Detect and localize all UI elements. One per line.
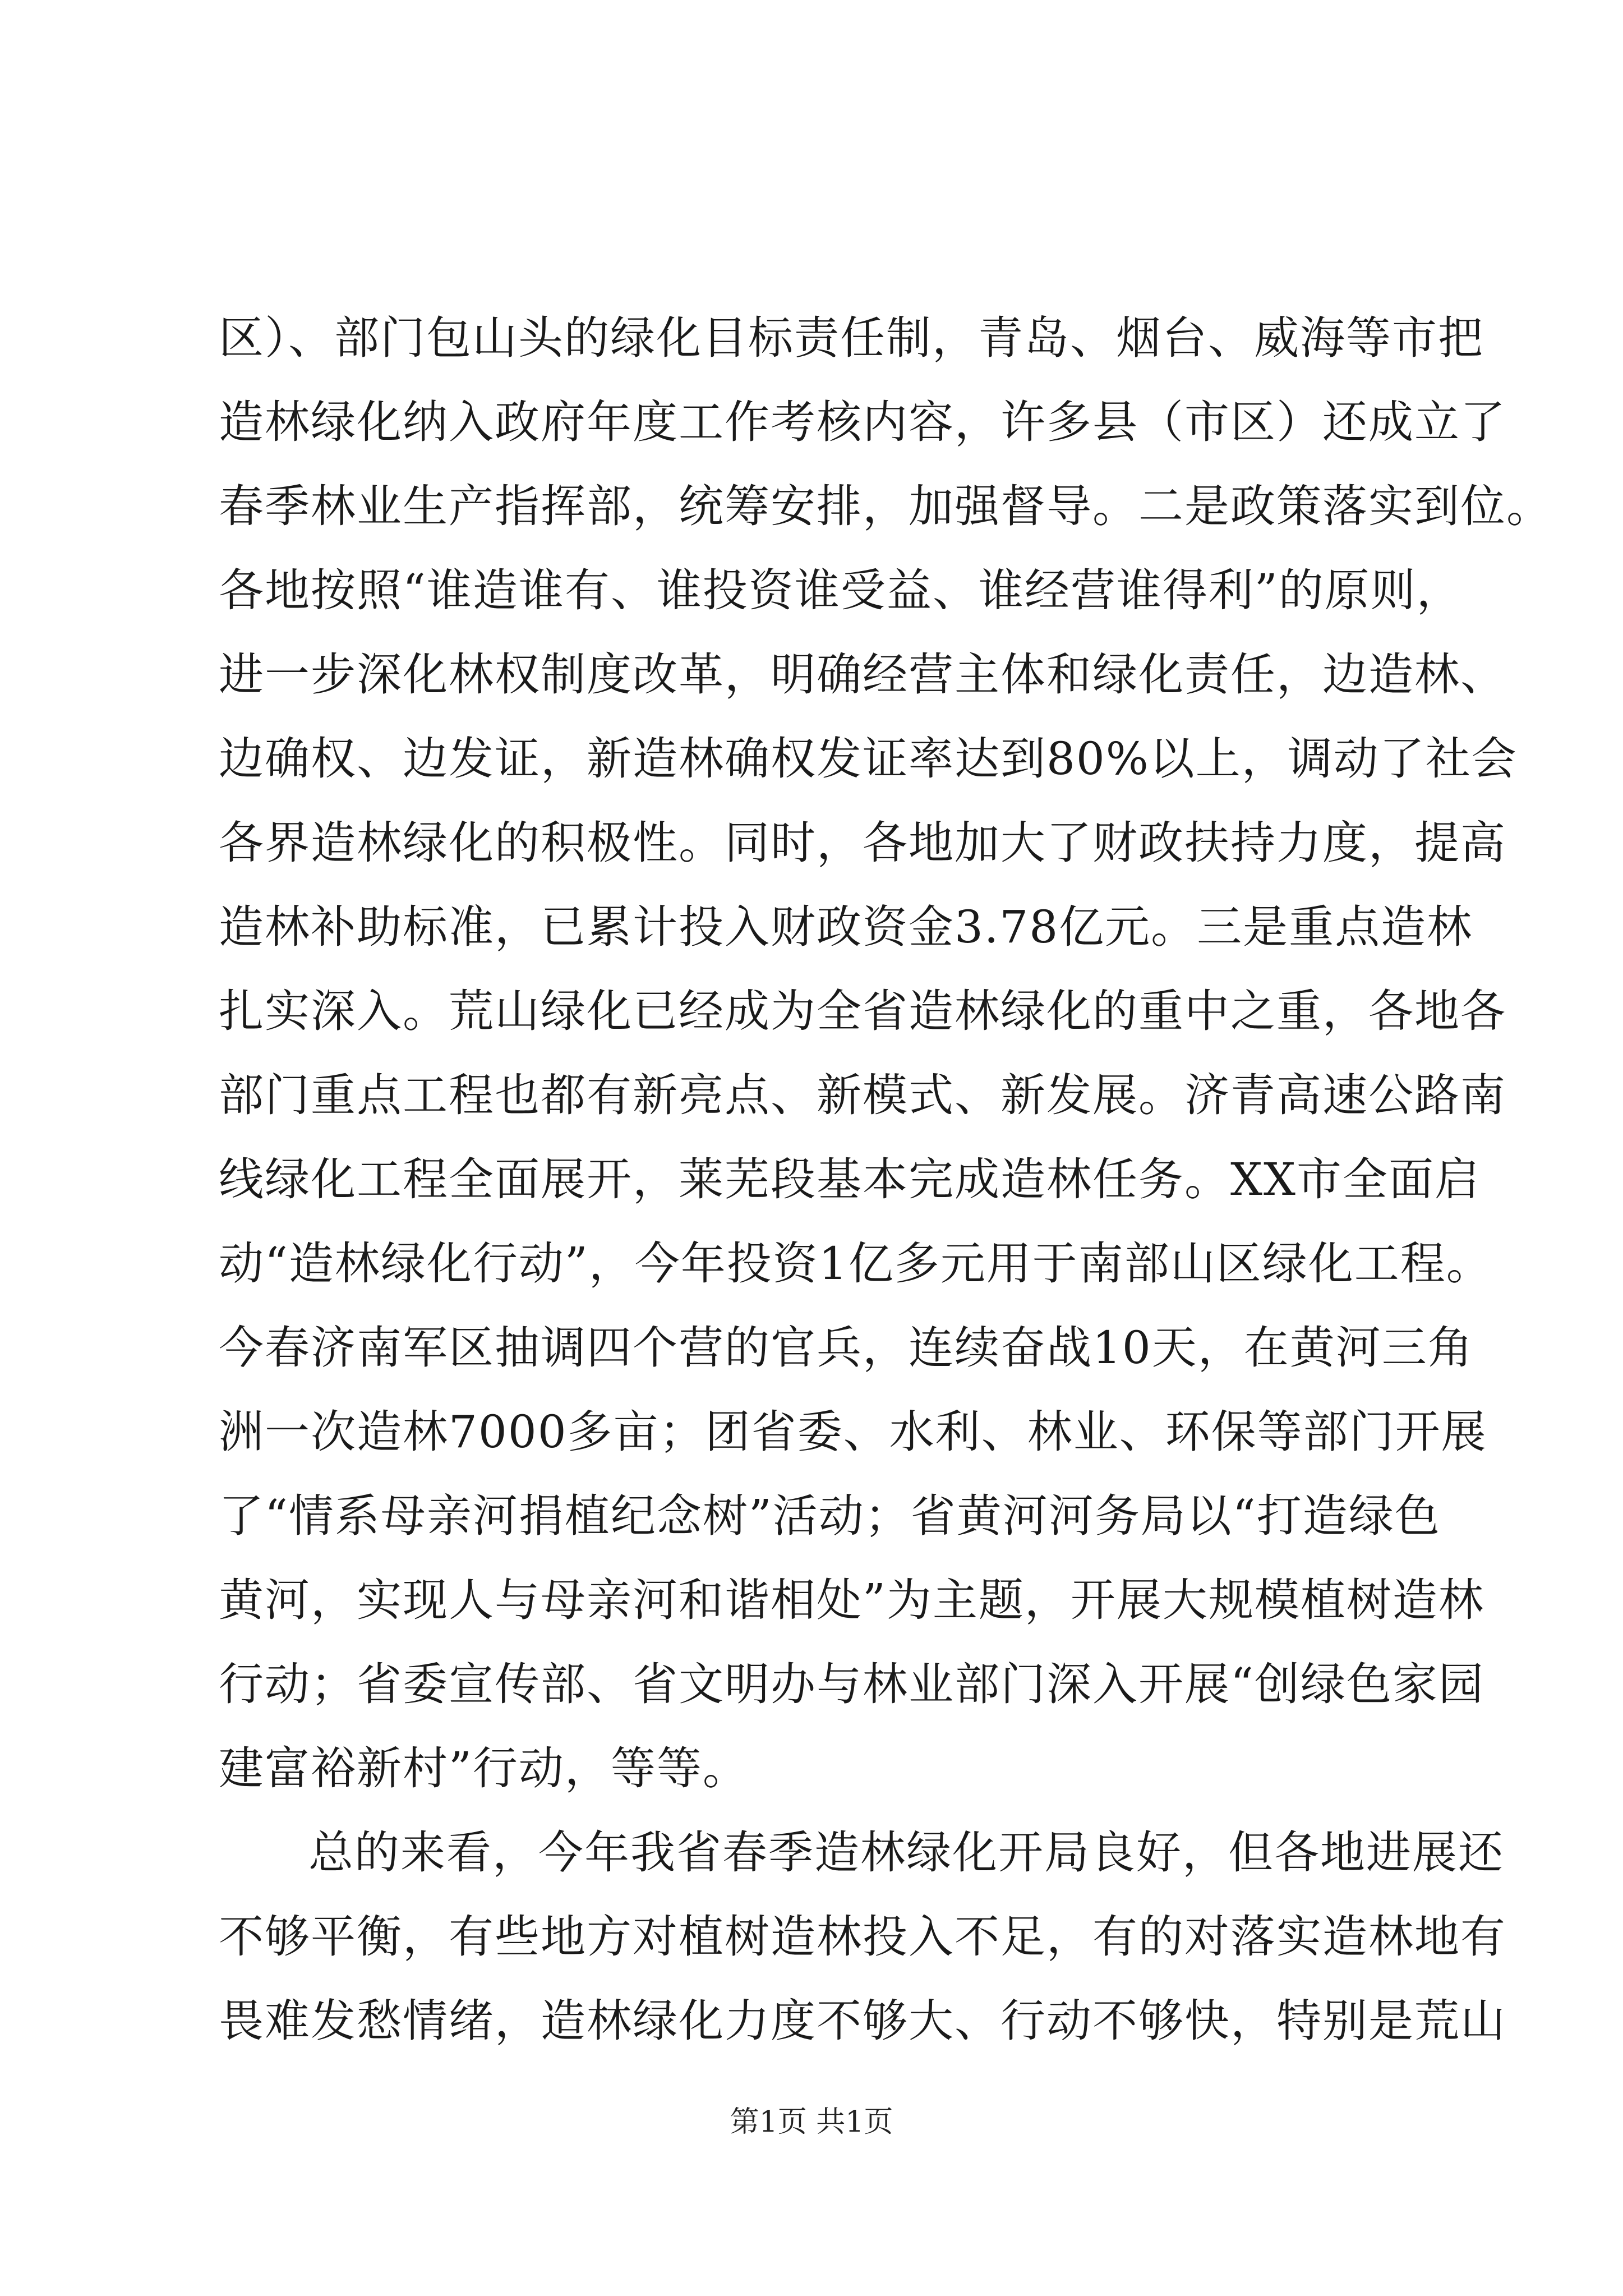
- body-line: 行动；省委宣传部、省文明办与林业部门深入开展“创绿色家园: [219, 1658, 1484, 1710]
- body-line: 造林补助标准，已累计投入财政资金3.78亿元。三是重点造林: [219, 901, 1473, 953]
- body-line: 各界造林绿化的积极性。同时，各地加大了财政扶持力度，提高: [219, 817, 1506, 869]
- body-line: 春季林业生产指挥部，统筹安排，加强督导。二是政策落实到位。: [219, 480, 1552, 532]
- body-line: 动“造林绿化行动”，今年投资1亿多元用于南部山区绿化工程。: [219, 1237, 1492, 1290]
- body-line: 部门重点工程也都有新亮点、新模式、新发展。济青高速公路南: [219, 1069, 1506, 1121]
- body-line: 了“情系母亲河捐植纪念树”活动；省黄河河务局以“打造绿色: [219, 1490, 1441, 1542]
- page-footer: 第1页 共1页: [730, 2105, 893, 2139]
- body-line: 总的来看，今年我省春季造林绿化开局良好，但各地进展还: [308, 1826, 1504, 1879]
- body-line: 各地按照“谁造谁有、谁投资谁受益、谁经营谁得利”的原则，: [219, 564, 1463, 616]
- body-line: 黄河，实现人与母亲河和谐相处”为主题，开展大规模植树造林: [219, 1574, 1484, 1626]
- body-line: 洲一次造林7000多亩；团省委、水利、林业、环保等部门开展: [219, 1406, 1487, 1458]
- body-line: 扎实深入。荒山绿化已经成为全省造林绿化的重中之重，各地各: [219, 985, 1506, 1037]
- body-line: 建富裕新村”行动，等等。: [219, 1742, 749, 1795]
- body-line: 畏难发愁情绪，造林绿化力度不够大、行动不够快，特别是荒山: [219, 1995, 1506, 2047]
- body-line: 边确权、边发证，新造林确权发证率达到80%以上，调动了社会: [219, 733, 1518, 785]
- body-line: 进一步深化林权制度改革，明确经营主体和绿化责任，边造林、: [219, 648, 1506, 701]
- document-body: [219, 296, 1552, 2063]
- body-line: 线绿化工程全面展开，莱芜段基本完成造林任务。XX市全面启: [219, 1153, 1481, 1205]
- body-line: 造林绿化纳入政府年度工作考核内容，许多县（市区）还成立了: [219, 396, 1506, 448]
- body-line: 区）、部门包山头的绿化目标责任制，青岛、烟台、威海等市把: [219, 312, 1484, 364]
- body-line: 今春济南军区抽调四个营的官兵，连续奋战10天，在黄河三角: [219, 1322, 1474, 1374]
- body-line: 不够平衡，有些地方对植树造林投入不足，有的对落实造林地有: [219, 1911, 1506, 1963]
